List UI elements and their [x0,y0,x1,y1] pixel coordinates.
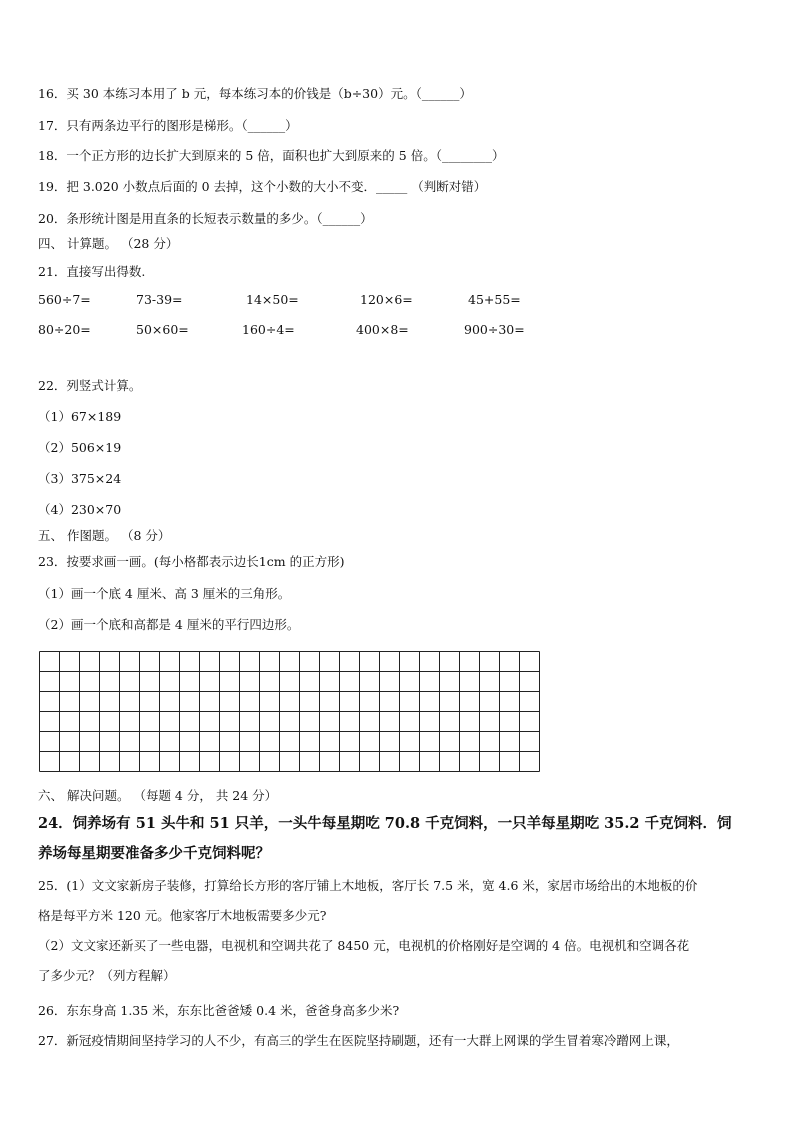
question-22-item-2: （2）506×19 [38,440,122,455]
question-22-item-4: （4）230×70 [38,502,122,517]
calc-item: 80÷20= [38,322,91,337]
question-25-line-3: （2）文文家还新买了一些电器，电视机和空调共花了 8450 元，电视机的价格刚好是空调的 4 倍。电视机和空调各花 [38,938,690,953]
section-4-title: 四、 计算题。 （28 分） [38,236,179,251]
calc-item: 900÷30= [464,322,525,337]
question-16: 16．买 30 本练习本用了 b 元，每本练习本的价钱是（b÷30）元。（______） [38,86,472,101]
question-23-item-2: （2）画一个底和高都是 4 厘米的平行四边形。 [38,617,300,632]
question-27: 27．新冠疫情期间坚持学习的人不少，有高三的学生在医院坚持刷题，还有一大群上网课的学生冒着寒冷蹭网上课， [38,1033,679,1048]
question-17: 17．只有两条边平行的图形是梯形。（______） [38,118,298,133]
question-22-item-3: （3）375×24 [38,471,122,486]
calc-item: 400×8= [356,322,409,337]
question-22-prompt: 22．列竖式计算。 [38,378,142,393]
calc-item: 120×6= [360,292,413,307]
question-19: 19．把 3.020 小数点后面的 0 去掉，这个小数的大小不变．_____ （判断对错） [38,179,487,194]
question-23-prompt: 23．按要求画一画。(每小格都表示边长1cm 的正方形) [38,554,345,569]
calc-item: 160÷4= [242,322,295,337]
section-5-title: 五、 作图题。 （8 分） [38,528,171,543]
section-6-title: 六、 解决问题。 （每题 4 分， 共 24 分） [38,788,278,803]
calc-item: 45+55= [468,292,521,307]
calc-item: 50×60= [136,322,189,337]
drawing-grid[interactable] [39,651,540,772]
question-26: 26．东东身高 1.35 米，东东比爸爸矮 0.4 米，爸爸身高多少米? [38,1003,400,1018]
calc-item: 73-39= [136,292,183,307]
question-21-prompt: 21．直接写出得数. [38,264,146,279]
question-25-line-4: 了多少元？（列方程解） [38,968,176,983]
question-24-line-2: 养场每星期要准备多少千克饲料呢？ [38,845,270,862]
calc-item: 14×50= [246,292,299,307]
question-25-line-1: 25．(1）文文家新房子装修，打算给长方形的客厅铺上木地板，客厅长 7.5 米，宽 4.6 米，家居市场给出的木地板的价 [38,878,698,893]
calc-row-1 [38,292,578,310]
question-18: 18．一个正方形的边长扩大到原来的 5 倍，面积也扩大到原来的 5 倍。（________） [38,148,505,163]
question-22-item-1: （1）67×189 [38,409,122,424]
calc-row-2 [38,322,578,340]
calc-item: 560÷7= [38,292,91,307]
question-25-line-2: 格是每平方米 120 元。他家客厅木地板需要多少元? [38,908,327,923]
question-24-line-1: 24．饲养场有 51 头牛和 51 只羊，一头牛每星期吃 70.8 千克饲料，一只羊每星期吃 35.2 千克饲料．饲 [38,815,732,832]
question-20: 20．条形统计图是用直条的长短表示数量的多少。（______） [38,211,373,226]
question-23-item-1: （1）画一个底 4 厘米、高 3 厘米的三角形。 [38,586,291,601]
